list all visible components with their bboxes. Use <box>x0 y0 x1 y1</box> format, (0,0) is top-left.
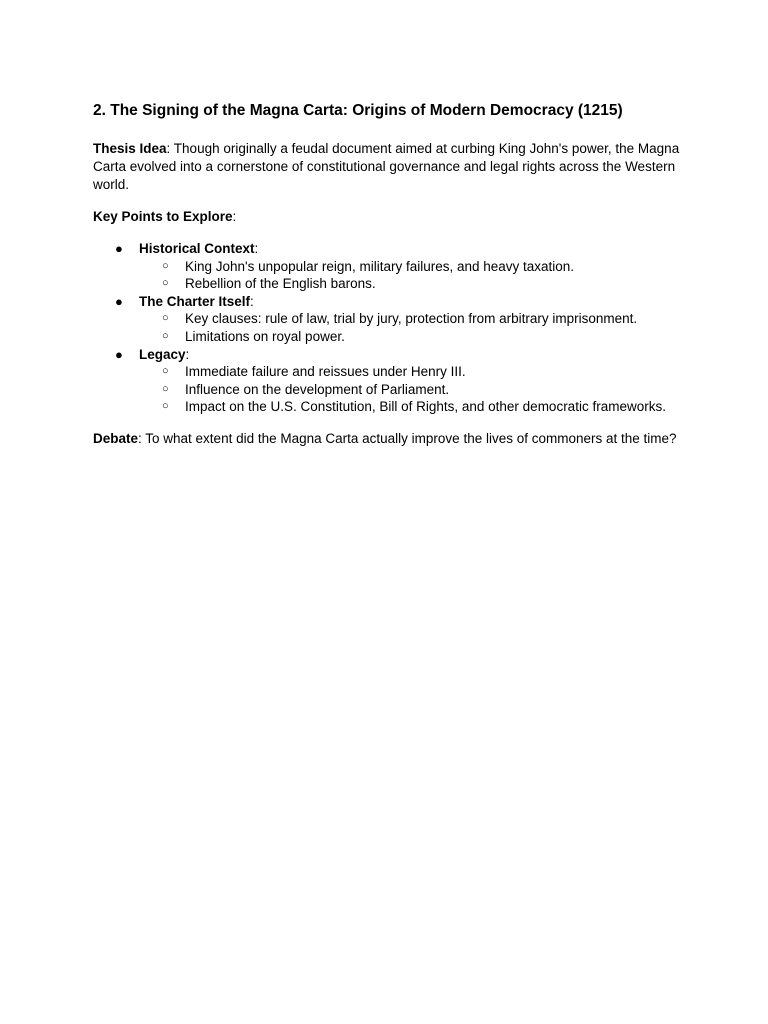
list-item-text: Influence on the development of Parliament. <box>185 381 450 397</box>
hollow-bullet-icon: ○ <box>162 259 169 272</box>
list-item <box>139 258 683 276</box>
key-points-list <box>93 240 683 416</box>
thesis-label: Thesis Idea <box>93 141 167 156</box>
sub-list <box>139 258 683 293</box>
section-legacy <box>93 346 683 416</box>
key-points-heading <box>93 208 683 226</box>
hollow-bullet-icon: ○ <box>162 365 169 378</box>
section-suffix: : <box>254 241 259 256</box>
section-label: The Charter Itself <box>139 293 251 309</box>
debate-text: : To what extent did the Magna Carta actually improve the lives of commoners at the time? <box>138 430 677 446</box>
section-label: Historical Context <box>139 241 255 256</box>
sub-list <box>139 363 683 416</box>
sub-list <box>139 310 683 345</box>
bullet-icon: ● <box>115 293 123 309</box>
hollow-bullet-icon: ○ <box>162 329 169 342</box>
section-label: Legacy <box>139 346 186 362</box>
list-item <box>139 381 683 399</box>
thesis-paragraph <box>93 140 683 194</box>
list-item <box>139 275 683 293</box>
list-item <box>139 328 683 346</box>
list-item-text: Key clauses: rule of law, trial by jury, protection from arbitrary imprisonment. <box>185 311 638 327</box>
document-title: 2. The Signing of the Magna Carta: Origins of Modern Democracy (1215) <box>93 102 623 119</box>
hollow-bullet-icon: ○ <box>162 277 169 290</box>
section-historical-context <box>93 240 683 293</box>
list-item <box>139 310 683 328</box>
section-suffix: : <box>185 346 190 362</box>
thesis-text: : Though originally a feudal document aimed at curbing King John's power, the Magna Carta evolved into a cornerstone of constitutional governance and legal rights across the Western world. <box>93 141 680 192</box>
list-item-text: King John's unpopular reign, military failures, and heavy taxation. <box>185 258 575 274</box>
bullet-icon: ● <box>115 241 123 256</box>
section-charter-itself <box>93 293 683 346</box>
debate-paragraph <box>93 430 683 448</box>
key-points-suffix: : <box>232 209 237 224</box>
hollow-bullet-icon: ○ <box>162 400 169 413</box>
list-item-text: Rebellion of the English barons. <box>185 276 376 292</box>
debate-label: Debate <box>93 430 139 446</box>
list-item <box>139 363 683 381</box>
list-item-text: Limitations on royal power. <box>185 328 345 344</box>
list-item-text: Immediate failure and reissues under Henry III. <box>185 364 466 380</box>
hollow-bullet-icon: ○ <box>162 382 169 395</box>
list-item <box>139 398 683 416</box>
hollow-bullet-icon: ○ <box>162 312 169 325</box>
key-points-label: Key Points to Explore <box>93 209 233 224</box>
section-suffix: : <box>250 293 254 309</box>
document-page <box>93 100 683 462</box>
bullet-icon: ● <box>115 346 123 362</box>
list-item-text: Impact on the U.S. Constitution, Bill of Rights, and other democratic frameworks. <box>185 399 666 415</box>
